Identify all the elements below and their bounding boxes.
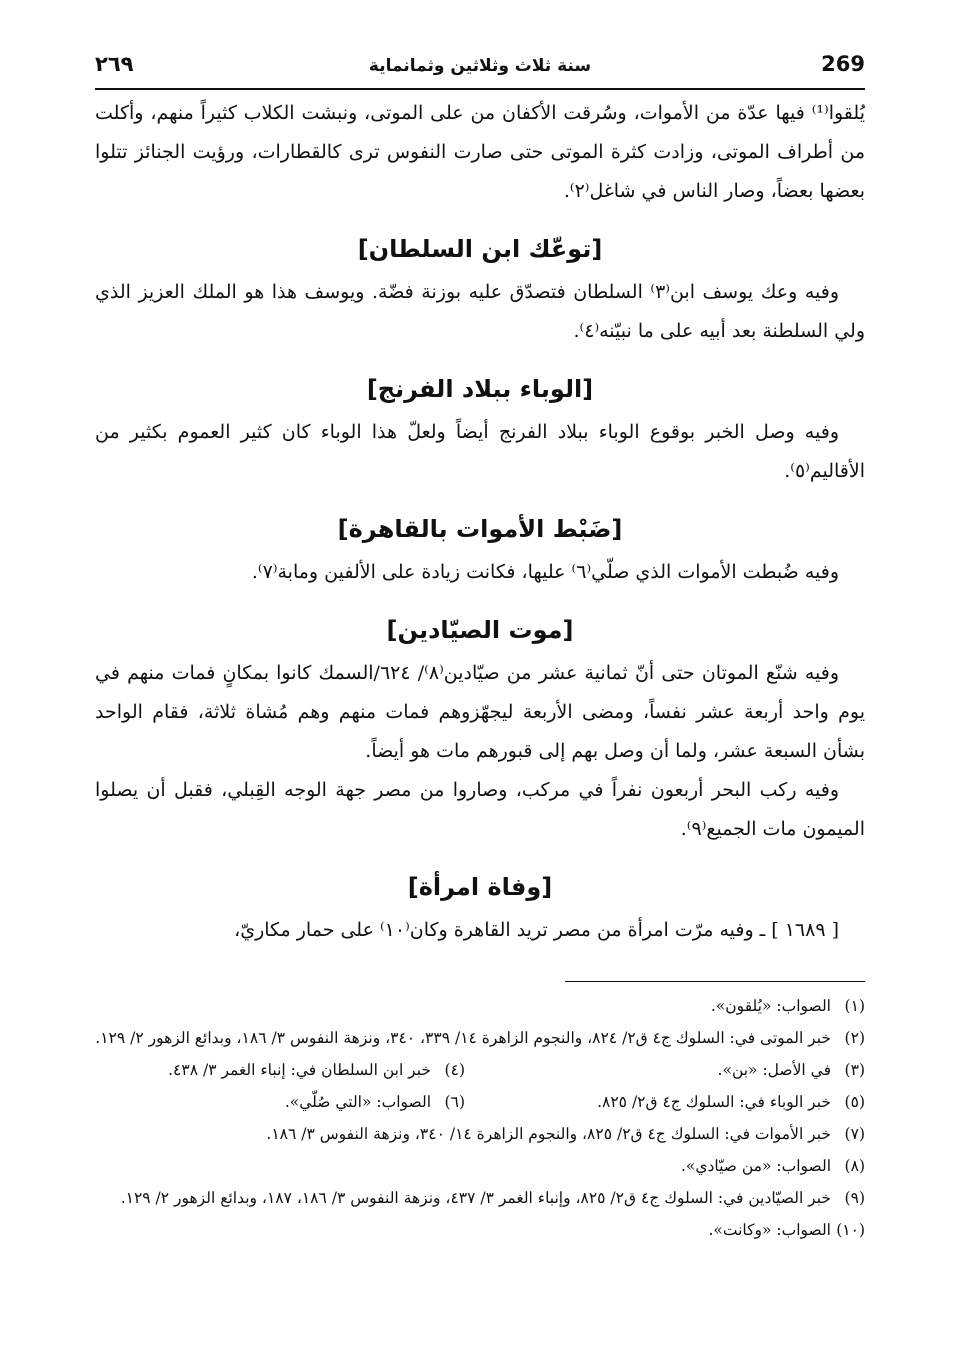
- footnote-2: [95, 1022, 865, 1054]
- running-title: سنة ثلاث وثلاثين وثمانماية: [368, 56, 592, 76]
- footnote-text: خبر الصيّادين في: السلوك ج٤ ق٢/ ٨٢٥، وإنباء الغمر ٣/ ٤٣٧، ونزهة النفوس ٣/ ١٨٦، ١٨٧، وبدائع الزهور ٢/ ١٢٩.: [120, 1189, 831, 1207]
- footnote-text: خبر الأموات في: السلوك ج٤ ق٢/ ٨٢٥، والنجوم الزاهرة ١٤/ ٣٤٠، ونزهة النفوس ٣/ ١٨٦.: [266, 1125, 831, 1143]
- footnote-number: (٧): [844, 1125, 865, 1143]
- paragraph-3: وفيه وصل الخبر بوقوع الوباء ببلاد الفرنج أيضاً ولعلّ هذا الوباء كان كثير العموم بكثير من الأقاليم⁽٥⁾.: [95, 421, 865, 482]
- footnote-number: (٨): [844, 1157, 865, 1175]
- footnote-number: (٣): [844, 1061, 865, 1079]
- page-number-latin: 269: [821, 52, 865, 76]
- footnote-number: (٢): [844, 1029, 865, 1047]
- paragraph-2: وفيه وعك يوسف ابن⁽٣⁾ السلطان فتصدّق عليه بوزنة فضّة. ويوسف هذا هو الملك العزيز الذي ولي السلطنة بعد أبيه على ما نبيّنه⁽٤⁾.: [95, 281, 865, 342]
- footnote-text: خبر ابن السلطان في: إنباء الغمر ٣/ ٤٣٨.: [168, 1061, 431, 1079]
- section-heading-4: [موت الصيّادين]: [386, 616, 574, 644]
- footnote-10: [95, 1214, 865, 1246]
- footnote-text: الصواب: «يُلقون».: [710, 997, 831, 1015]
- footnote-text: الصواب: «وكانت».: [708, 1221, 831, 1239]
- section-heading-5: [وفاة امرأة]: [407, 873, 553, 901]
- footnote-9: [95, 1182, 865, 1214]
- section-heading-2: [الوباء ببلاد الفرنج]: [366, 375, 594, 403]
- footnote-text: الصواب: «التي صُلّي».: [284, 1093, 431, 1111]
- footnote-row-5-6: [95, 1086, 865, 1118]
- footnote-7: [95, 1118, 865, 1150]
- footnote-4: [65, 1054, 465, 1086]
- footnote-text: الصواب: «من صيّادي».: [680, 1157, 831, 1175]
- footnote-5: [465, 1086, 865, 1118]
- footnote-number: (١): [844, 997, 865, 1015]
- paragraph-7: [ ١٦٨٩ ] ـ وفيه مرّت امرأة من مصر تريد القاهرة وكان⁽١٠⁾ على حمار مكاريّ،: [234, 919, 839, 941]
- section-heading-1: [توعّك ابن السلطان]: [357, 235, 603, 263]
- footnote-text: خبر الوباء في: السلوك ج٤ ق٢/ ٨٢٥.: [597, 1093, 831, 1111]
- paragraph-1: يُلقوا⁽¹⁾ فيها عدّة من الأموات، وسُرقت الأكفان من على الموتى، ونبشت الكلاب كثيراً منهم، وأكلت من أطراف الموتى، وزادت كثرة الموتى حتى صارت النفوس ترى كالقطارات، ورؤيت الجنائز تتلوا بعضها بعضاً، وصار الناس في شاغل⁽٢⁾.: [95, 102, 865, 202]
- main-text: [95, 94, 865, 950]
- footnote-text: خبر الموتى في: السلوك ج٤ ق٢/ ٨٢٤، والنجوم الزاهرة ١٤/ ٣٣٩، ٣٤٠، ونزهة النفوس ٣/ ١٨٦، وبدائع الزهور ٢/ ١٢٩.: [95, 1029, 831, 1047]
- paragraph-4: وفيه ضُبطت الأموات الذي صلّي⁽٦⁾ عليها، فكانت زيادة على الألفين ومابة⁽٧⁾.: [251, 561, 839, 583]
- footnote-number: (١٠): [836, 1221, 865, 1239]
- section-heading-3: [ضَبْط الأموات بالقاهرة]: [337, 515, 623, 543]
- footnote-text: في الأصل: «بن».: [717, 1061, 831, 1079]
- footnote-number: (٥): [844, 1093, 865, 1111]
- paragraph-5: وفيه شنّع الموتان حتى أنّ ثمانية عشر من صيّادين⁽٨⁾/ ٦٢٤/السمك كانوا بمكانٍ فمات منهم في يوم واحد أربعة عشر نفساً، ومضى الأربعة ليجهّزوهم فمات منهم وهم مُشاة ثلاثة، فقام الواحد بشأن السبعة عشر، ولما أن وصل بهم إلى قبورهم مات هو أيضاً.: [95, 662, 865, 762]
- footnote-number: (٩): [844, 1189, 865, 1207]
- footnote-number: (٦): [444, 1093, 465, 1111]
- footnote-number: (٤): [444, 1061, 465, 1079]
- paragraph-6: وفيه ركب البحر أربعون نفراً في مركب، وصاروا من مصر جهة الوجه القِبلي، فقبل أن يصلوا الميمون مات الجميع⁽٩⁾.: [95, 779, 865, 840]
- footnote-8: [95, 1150, 865, 1182]
- page-number-arabic: ٢٦٩: [95, 52, 134, 76]
- footnote-6: [65, 1086, 465, 1118]
- footnotes: [95, 990, 865, 1246]
- page-header: [95, 48, 865, 90]
- footnote-separator: [565, 981, 865, 982]
- footnote-3: [465, 1054, 865, 1086]
- footnote-row-3-4: [95, 1054, 865, 1086]
- footnote-1: [95, 990, 865, 1022]
